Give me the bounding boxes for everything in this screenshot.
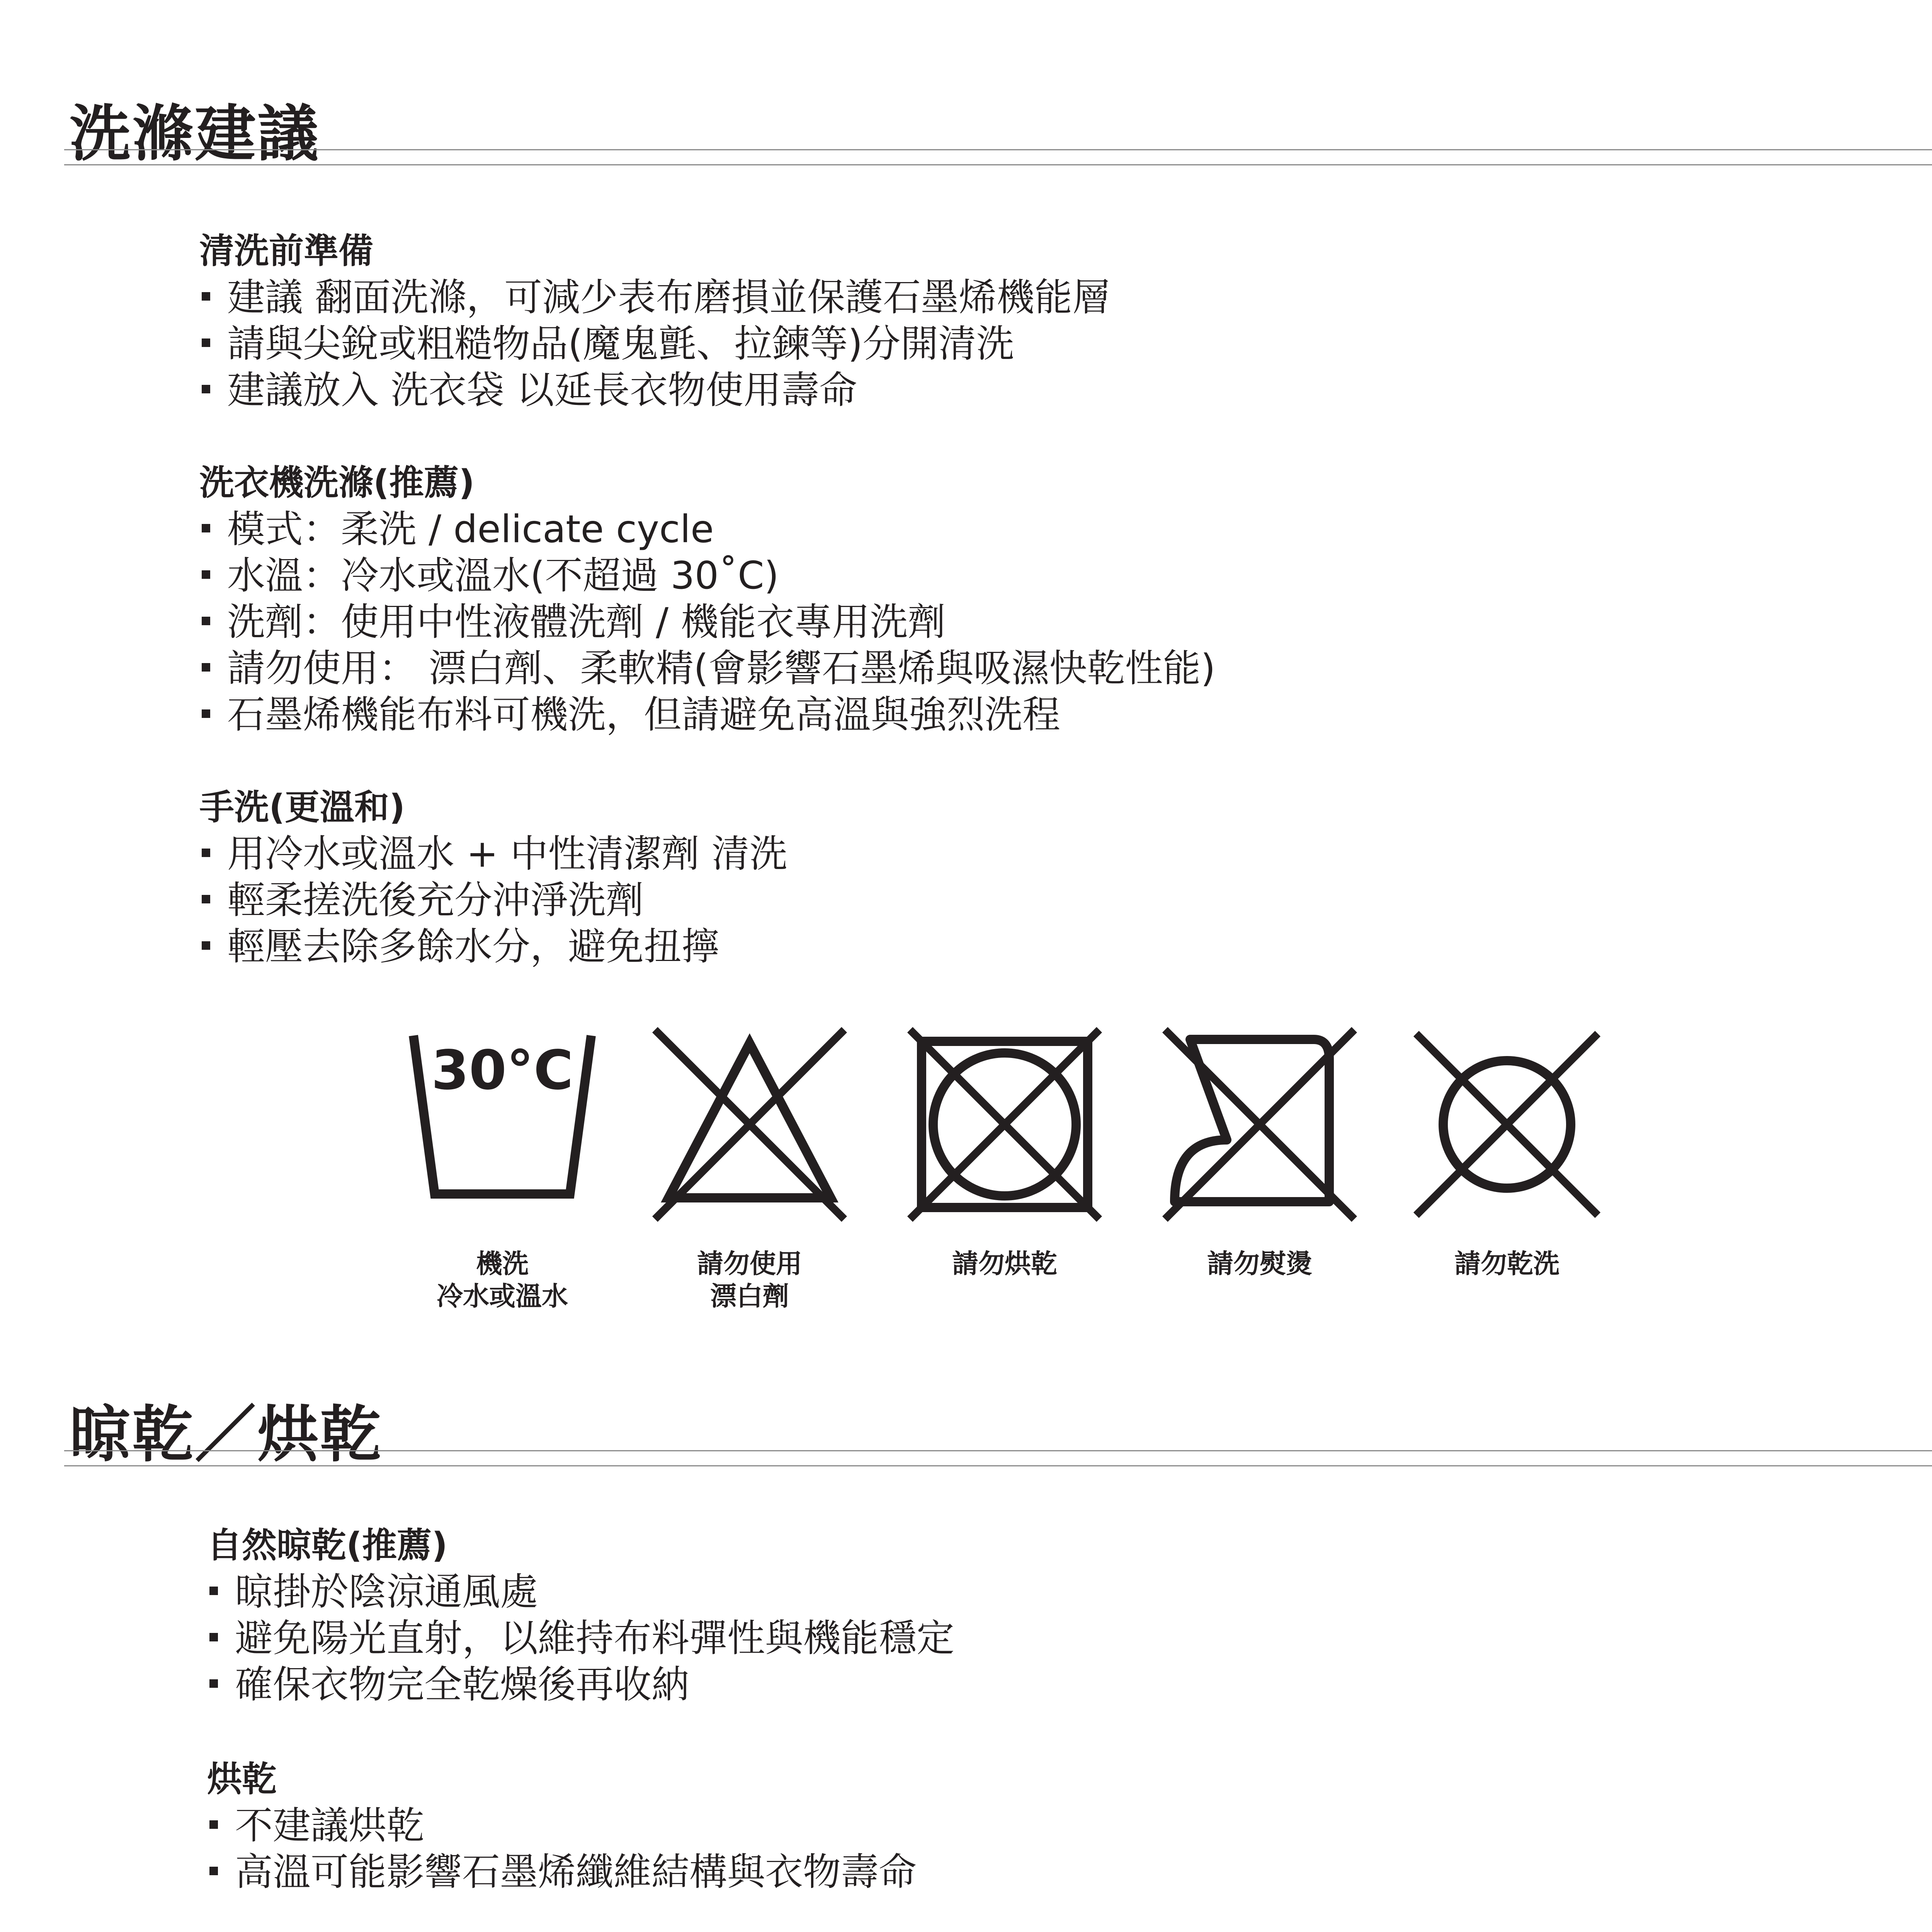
bullet-icon — [202, 292, 210, 301]
list-item: 石墨烯機能布料可機洗，但請避免高溫與強烈洗程 — [199, 692, 1216, 738]
bullet-icon — [209, 1633, 218, 1641]
drying-title: 晾乾／烘乾 — [70, 1399, 383, 1470]
no-iron-icon — [1159, 1024, 1360, 1225]
list-item: 建議放入 洗衣袋 以延長衣物使用壽命 — [199, 367, 1110, 413]
list-item: 模式：柔洗 / delicate cycle — [199, 506, 1216, 553]
care-symbol-no-dry-clean — [1406, 1024, 1607, 1281]
care-symbol-caption: 請勿烘乾 — [952, 1249, 1057, 1279]
bullet-icon — [209, 1867, 218, 1875]
section-heading: 手洗(更溫和) — [199, 787, 405, 828]
list-item: 晾掛於陰涼通風處 — [207, 1569, 954, 1615]
section-heading: 清洗前準備 — [199, 231, 373, 271]
wash-30c-icon — [402, 1024, 603, 1225]
bullet-icon — [202, 663, 210, 672]
list-item: 高溫可能影響石墨烯纖維結構與衣物壽命 — [207, 1849, 917, 1895]
care-symbol-caption: 請勿使用 漂白劑 — [697, 1249, 802, 1312]
section-hand-wash — [199, 784, 787, 970]
bullet-icon — [202, 524, 210, 532]
list-item: 不建議烘乾 — [207, 1803, 917, 1849]
bullet-icon — [202, 617, 210, 625]
no-tumble-dry-icon — [904, 1024, 1105, 1225]
care-symbol-no-bleach — [649, 1024, 850, 1313]
bullet-icon — [202, 709, 210, 718]
list-item: 確保衣物完全乾燥後再收納 — [207, 1662, 954, 1708]
bullet-icon — [209, 1679, 218, 1688]
section-heading: 洗衣機洗滌(推薦) — [199, 463, 475, 503]
bullet-icon — [202, 895, 210, 903]
care-symbol-caption: 請勿乾洗 — [1454, 1249, 1560, 1279]
list-item: 請勿使用： 漂白劑、柔軟精(會影響石墨烯與吸濕快乾性能) — [199, 645, 1216, 692]
list-item: 請與尖銳或粗糙物品(魔鬼氈、拉鍊等)分開清洗 — [199, 321, 1110, 367]
section-prewash — [199, 228, 1110, 413]
section-machine-wash — [199, 460, 1216, 738]
wash-temperature: 30°C — [431, 1039, 573, 1102]
bullet-icon — [202, 570, 210, 579]
list-item: 水溫：冷水或溫水(不超過 30˚C) — [199, 553, 1216, 599]
no-dry-clean-icon — [1406, 1024, 1607, 1225]
washing-title: 洗滌建議 — [70, 98, 320, 170]
section-air-dry — [207, 1522, 954, 1708]
care-symbol-wash-30 — [402, 1024, 603, 1313]
washing-title-rule — [64, 149, 1932, 165]
bullet-icon — [202, 385, 210, 393]
list-item: 建議 翻面洗滌，可減少表布磨損並保護石墨烯機能層 — [199, 274, 1110, 321]
bullet-icon — [202, 338, 210, 347]
section-tumble-dry — [207, 1756, 917, 1895]
list-item: 用冷水或溫水 + 中性清潔劑 清洗 — [199, 831, 787, 877]
no-bleach-icon — [649, 1024, 850, 1225]
list-item: 輕柔搓洗後充分沖淨洗劑 — [199, 877, 787, 923]
bullet-icon — [202, 849, 210, 857]
care-symbol-no-iron — [1159, 1024, 1360, 1281]
care-symbol-caption: 請勿熨燙 — [1207, 1249, 1312, 1279]
bullet-icon — [209, 1587, 218, 1595]
list-item: 洗劑：使用中性液體洗劑 / 機能衣專用洗劑 — [199, 599, 1216, 645]
drying-title-rule — [64, 1450, 1932, 1466]
list-item: 避免陽光直射，以維持布料彈性與機能穩定 — [207, 1615, 954, 1662]
section-heading: 烘乾 — [207, 1759, 277, 1799]
care-symbol-no-tumble-dry — [904, 1024, 1105, 1281]
list-item: 輕壓去除多餘水分，避免扭擰 — [199, 923, 787, 970]
section-heading: 自然晾乾(推薦) — [207, 1525, 448, 1566]
bullet-icon — [202, 941, 210, 950]
bullet-icon — [209, 1820, 218, 1829]
care-symbol-caption: 機洗 冷水或溫水 — [436, 1249, 568, 1312]
care-symbols — [402, 1024, 1638, 1312]
